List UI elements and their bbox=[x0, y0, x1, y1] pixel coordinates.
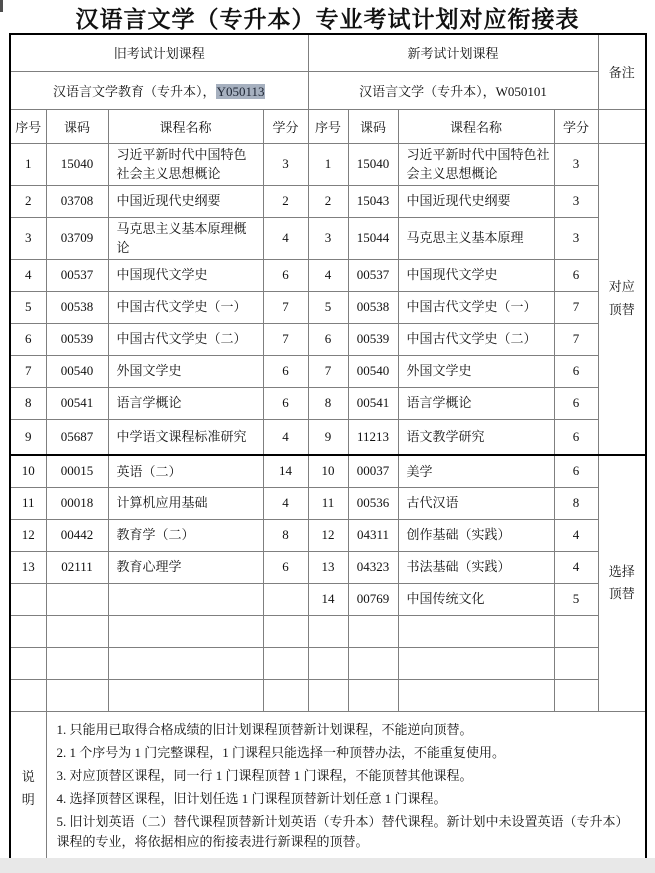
seq-cell-new bbox=[308, 679, 348, 711]
seq-cell-old: 3 bbox=[10, 217, 46, 259]
credit-cell-old: 7 bbox=[263, 291, 308, 323]
code-cell-new: 00037 bbox=[348, 455, 398, 487]
name-cell: 语文教学研究 bbox=[398, 419, 554, 455]
seq-cell-old: 9 bbox=[10, 419, 46, 455]
note-item: 4. 选择顶替区课程，旧计划任选 1 门课程顶替新计划任意 1 门课程。 bbox=[56, 790, 447, 806]
name-cell: 习近平新时代中国特色社会主义思想概论 bbox=[398, 143, 554, 185]
code-cell-new: 00536 bbox=[348, 487, 398, 519]
name-cell: 马克思主义基本原理概论 bbox=[108, 217, 263, 259]
name-cell: 美学 bbox=[398, 455, 554, 487]
table-row bbox=[10, 291, 646, 323]
code-cell-new: 00769 bbox=[348, 583, 398, 615]
credit-cell-new: 7 bbox=[554, 291, 598, 323]
code-cell-new: 04323 bbox=[348, 551, 398, 583]
credit-cell-old: 3 bbox=[263, 143, 308, 185]
col-header-new-name: 课程名称 bbox=[398, 109, 554, 143]
seq-cell-new: 11 bbox=[308, 487, 348, 519]
credit-cell-old bbox=[263, 647, 308, 679]
note-item: 1. 只能用已取得合格成绩的旧计划课程顶替新计划课程，不能逆向顶替。 bbox=[56, 722, 473, 738]
seq-cell-new: 3 bbox=[308, 217, 348, 259]
code-cell-old: 00538 bbox=[46, 291, 108, 323]
code-cell-old: 00018 bbox=[46, 487, 108, 519]
name-cell: 中国古代文学史（一） bbox=[398, 291, 554, 323]
notes-label-char: 说 bbox=[21, 768, 35, 784]
code-cell-old: 05687 bbox=[46, 419, 108, 455]
notes-label bbox=[10, 711, 46, 863]
code-cell-new: 00539 bbox=[348, 323, 398, 355]
credit-cell-new: 6 bbox=[554, 355, 598, 387]
name-cell: 马克思主义基本原理 bbox=[398, 217, 554, 259]
notes-body bbox=[46, 711, 646, 863]
remark-line: 对应 bbox=[608, 279, 635, 294]
name-cell bbox=[398, 647, 554, 679]
seq-cell-old: 8 bbox=[10, 387, 46, 419]
note-item: 5. 旧计划英语（二）替代课程顶替新计划英语（专升本）替代课程。新计划中未设置英语（专升本）课程的专业，将依据相应的衔接表进行新课程的顶替。 bbox=[56, 813, 629, 850]
notes-label-char: 明 bbox=[21, 791, 35, 807]
credit-cell-new bbox=[554, 679, 598, 711]
credit-cell-new: 3 bbox=[554, 185, 598, 217]
seq-cell-old bbox=[10, 583, 46, 615]
seq-cell-new bbox=[308, 647, 348, 679]
remark-header-spacer-cell bbox=[598, 109, 646, 143]
table-row bbox=[10, 583, 646, 615]
note-item: 3. 对应顶替区课程，同一行 1 门课程顶替 1 门课程，不能顶替其他课程。 bbox=[56, 767, 473, 783]
name-cell: 中国古代文学史（二） bbox=[398, 323, 554, 355]
credit-cell-old: 4 bbox=[263, 217, 308, 259]
name-cell: 语言学概论 bbox=[108, 387, 263, 419]
code-cell-new: 11213 bbox=[348, 419, 398, 455]
table-row bbox=[10, 143, 646, 185]
credit-cell-old bbox=[263, 583, 308, 615]
table-row bbox=[10, 679, 646, 711]
credit-cell-new bbox=[554, 615, 598, 647]
selected-major-code[interactable]: Y050113 bbox=[216, 83, 265, 99]
code-cell-new: 15040 bbox=[348, 143, 398, 185]
code-cell-new: 00540 bbox=[348, 355, 398, 387]
name-cell: 中国现代文学史 bbox=[108, 259, 263, 291]
seq-cell-new: 8 bbox=[308, 387, 348, 419]
seq-cell-old bbox=[10, 679, 46, 711]
remark-correspond-replace bbox=[598, 143, 646, 455]
credit-cell-new: 3 bbox=[554, 217, 598, 259]
code-cell-new bbox=[348, 615, 398, 647]
code-cell-old: 00541 bbox=[46, 387, 108, 419]
code-cell-new: 00541 bbox=[348, 387, 398, 419]
new-plan-section-header: 新考试计划课程 bbox=[308, 34, 598, 71]
seq-cell-new: 4 bbox=[308, 259, 348, 291]
code-cell-old: 15040 bbox=[46, 143, 108, 185]
credit-cell-old: 6 bbox=[263, 387, 308, 419]
table-row bbox=[10, 217, 646, 259]
credit-cell-old: 4 bbox=[263, 419, 308, 455]
code-cell-old bbox=[46, 615, 108, 647]
credit-cell-new: 4 bbox=[554, 551, 598, 583]
seq-cell-new: 6 bbox=[308, 323, 348, 355]
table-row bbox=[10, 259, 646, 291]
seq-cell-new: 5 bbox=[308, 291, 348, 323]
old-plan-section-header: 旧考试计划课程 bbox=[10, 34, 308, 71]
table-row bbox=[10, 455, 646, 487]
table-row bbox=[10, 323, 646, 355]
code-cell-new: 15043 bbox=[348, 185, 398, 217]
name-cell: 中国近现代史纲要 bbox=[398, 185, 554, 217]
credit-cell-old: 14 bbox=[263, 455, 308, 487]
seq-cell-new: 7 bbox=[308, 355, 348, 387]
credit-cell-new: 7 bbox=[554, 323, 598, 355]
name-cell bbox=[398, 615, 554, 647]
name-cell: 教育学（二） bbox=[108, 519, 263, 551]
credit-cell-new: 6 bbox=[554, 455, 598, 487]
remark-line: 顶替 bbox=[608, 301, 635, 317]
note-item: 2. 1 个序号为 1 门完整课程，1 门课程只能选择一种顶替办法，不能重复使用。 bbox=[56, 745, 506, 761]
credit-cell-old: 6 bbox=[263, 259, 308, 291]
table-row bbox=[10, 551, 646, 583]
code-cell-new: 00538 bbox=[348, 291, 398, 323]
name-cell: 外国文学史 bbox=[108, 355, 263, 387]
name-cell: 语言学概论 bbox=[398, 387, 554, 419]
credit-cell-new bbox=[554, 647, 598, 679]
seq-cell-old bbox=[10, 647, 46, 679]
code-cell-old bbox=[46, 679, 108, 711]
seq-cell-new: 1 bbox=[308, 143, 348, 185]
seq-cell-old: 7 bbox=[10, 355, 46, 387]
name-cell: 教育心理学 bbox=[108, 551, 263, 583]
course-rows bbox=[10, 143, 646, 711]
credit-cell-old: 6 bbox=[263, 551, 308, 583]
col-header-old-code: 课码 bbox=[46, 109, 108, 143]
col-header-old-seq: 序号 bbox=[10, 109, 46, 143]
code-cell-old bbox=[46, 583, 108, 615]
seq-cell-old: 6 bbox=[10, 323, 46, 355]
remark-column-header: 备注 bbox=[598, 34, 646, 109]
section-header-row bbox=[10, 34, 646, 71]
name-cell: 计算机应用基础 bbox=[108, 487, 263, 519]
credit-cell-new: 3 bbox=[554, 143, 598, 185]
notes-row bbox=[10, 711, 646, 863]
code-cell-old: 00539 bbox=[46, 323, 108, 355]
table-row bbox=[10, 615, 646, 647]
name-cell: 中国近现代史纲要 bbox=[108, 185, 263, 217]
notes-list bbox=[57, 720, 638, 853]
credit-cell-new: 6 bbox=[554, 387, 598, 419]
seq-cell-new: 9 bbox=[308, 419, 348, 455]
credit-cell-old bbox=[263, 615, 308, 647]
old-major-name: 汉语言文学教育（专升本）， bbox=[53, 83, 216, 99]
seq-cell-old: 5 bbox=[10, 291, 46, 323]
name-cell: 古代汉语 bbox=[398, 487, 554, 519]
col-header-new-code: 课码 bbox=[348, 109, 398, 143]
code-cell-old: 00015 bbox=[46, 455, 108, 487]
remark-select-replace bbox=[598, 455, 646, 711]
col-header-new-credit: 学分 bbox=[554, 109, 598, 143]
col-header-new-seq: 序号 bbox=[308, 109, 348, 143]
name-cell: 书法基础（实践） bbox=[398, 551, 554, 583]
name-cell: 中国传统文化 bbox=[398, 583, 554, 615]
name-cell bbox=[108, 583, 263, 615]
name-cell bbox=[398, 679, 554, 711]
code-cell-new: 15044 bbox=[348, 217, 398, 259]
old-major-cell bbox=[10, 71, 308, 109]
seq-cell-old bbox=[10, 615, 46, 647]
credit-cell-old: 7 bbox=[263, 323, 308, 355]
credit-cell-old: 6 bbox=[263, 355, 308, 387]
seq-cell-new: 2 bbox=[308, 185, 348, 217]
new-major-name: 汉语言文学（专升本），W050101 bbox=[308, 71, 598, 109]
name-cell bbox=[108, 679, 263, 711]
code-cell-old: 00442 bbox=[46, 519, 108, 551]
credit-cell-new: 5 bbox=[554, 583, 598, 615]
table-row bbox=[10, 647, 646, 679]
col-header-old-credit: 学分 bbox=[263, 109, 308, 143]
name-cell bbox=[108, 647, 263, 679]
col-header-old-name: 课程名称 bbox=[108, 109, 263, 143]
credit-cell-old: 2 bbox=[263, 185, 308, 217]
code-cell-old: 02111 bbox=[46, 551, 108, 583]
name-cell: 中学语文课程标准研究 bbox=[108, 419, 263, 455]
major-name-row bbox=[10, 71, 646, 109]
credit-cell-old bbox=[263, 679, 308, 711]
credit-cell-new: 8 bbox=[554, 487, 598, 519]
credit-cell-new: 6 bbox=[554, 259, 598, 291]
code-cell-new: 00537 bbox=[348, 259, 398, 291]
remark-line: 选择 bbox=[608, 563, 635, 579]
name-cell: 外国文学史 bbox=[398, 355, 554, 387]
name-cell: 创作基础（实践） bbox=[398, 519, 554, 551]
credit-cell-old: 8 bbox=[263, 519, 308, 551]
name-cell: 中国古代文学史（二） bbox=[108, 323, 263, 355]
credit-cell-new: 4 bbox=[554, 519, 598, 551]
seq-cell-old: 2 bbox=[10, 185, 46, 217]
code-cell-new: 04311 bbox=[348, 519, 398, 551]
seq-cell-new: 13 bbox=[308, 551, 348, 583]
name-cell: 中国古代文学史（一） bbox=[108, 291, 263, 323]
seq-cell-new: 12 bbox=[308, 519, 348, 551]
code-cell-new bbox=[348, 679, 398, 711]
seq-cell-new: 14 bbox=[308, 583, 348, 615]
correspondence-table bbox=[9, 33, 647, 864]
table-row bbox=[10, 185, 646, 217]
seq-cell-old: 4 bbox=[10, 259, 46, 291]
table-row bbox=[10, 387, 646, 419]
code-cell-old: 00540 bbox=[46, 355, 108, 387]
table-row bbox=[10, 419, 646, 455]
name-cell bbox=[108, 615, 263, 647]
remark-line: 顶替 bbox=[608, 586, 635, 602]
table-row bbox=[10, 487, 646, 519]
table-row bbox=[10, 355, 646, 387]
seq-cell-new: 10 bbox=[308, 455, 348, 487]
credit-cell-new: 6 bbox=[554, 419, 598, 455]
seq-cell-old: 1 bbox=[10, 143, 46, 185]
name-cell: 英语（二） bbox=[108, 455, 263, 487]
seq-cell-old: 11 bbox=[10, 487, 46, 519]
code-cell-old: 00537 bbox=[46, 259, 108, 291]
code-cell-old bbox=[46, 647, 108, 679]
page-title: 汉语言文学（专升本）专业考试计划对应衔接表 bbox=[75, 7, 580, 32]
code-cell-old: 03709 bbox=[46, 217, 108, 259]
column-header-row bbox=[10, 109, 646, 143]
seq-cell-old: 10 bbox=[10, 455, 46, 487]
credit-cell-old: 4 bbox=[263, 487, 308, 519]
seq-cell-new bbox=[308, 615, 348, 647]
table-row bbox=[10, 519, 646, 551]
code-cell-old: 03708 bbox=[46, 185, 108, 217]
page-bottom-margin bbox=[0, 858, 655, 873]
name-cell: 习近平新时代中国特色社会主义思想概论 bbox=[108, 143, 263, 185]
seq-cell-old: 12 bbox=[10, 519, 46, 551]
name-cell: 中国现代文学史 bbox=[398, 259, 554, 291]
code-cell-new bbox=[348, 647, 398, 679]
seq-cell-old: 13 bbox=[10, 551, 46, 583]
